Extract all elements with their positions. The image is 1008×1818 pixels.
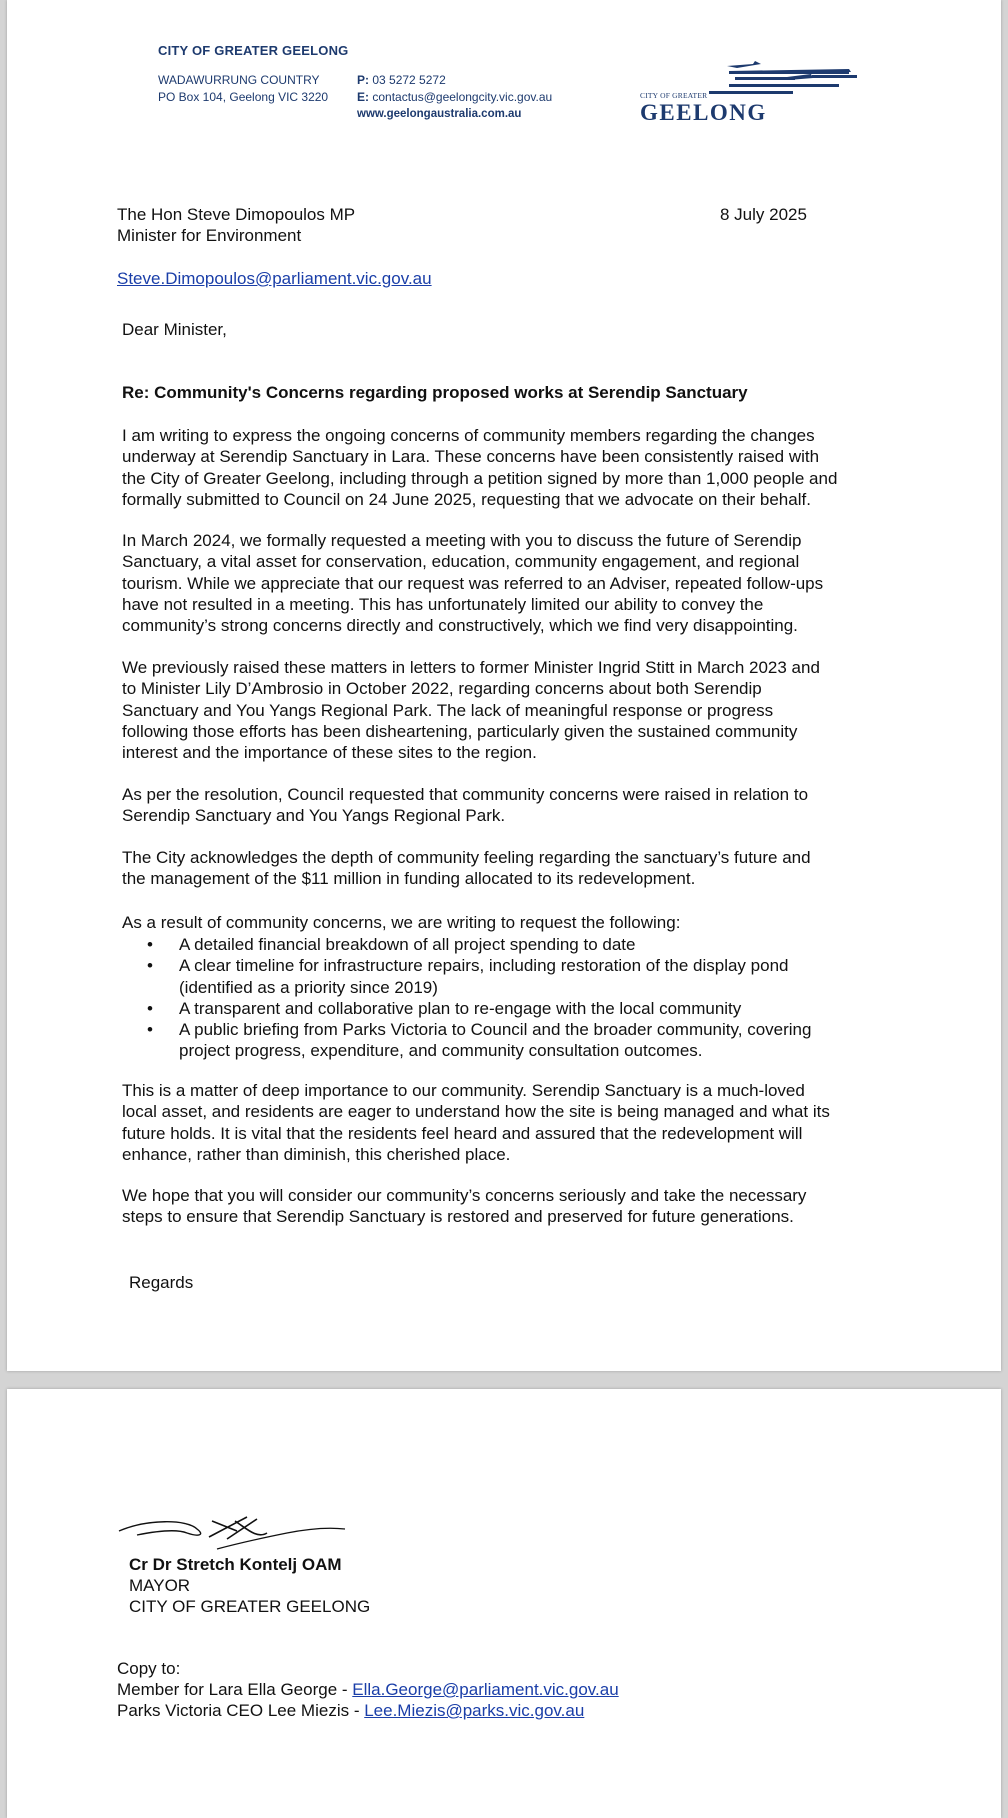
letter-date: 8 July 2025 <box>720 205 807 224</box>
paragraph-line: the City of Greater Geelong, including through a petition signed by more than 1,000 people and <box>122 468 838 488</box>
salutation: Dear Minister, <box>122 320 227 339</box>
list-item <box>147 955 811 998</box>
copy-to-entry <box>117 1700 584 1721</box>
paragraph-line: local asset, and residents are eager to understand how the site is being managed and what its <box>122 1102 830 1122</box>
paragraph-line: Sanctuary, a vital asset for conservation, education, community engagement, and regional <box>122 552 800 572</box>
closing-paragraph-1 <box>122 1080 912 1165</box>
list-item <box>147 934 811 955</box>
copy-to-entry <box>117 1679 619 1700</box>
phone-label: P: <box>357 73 369 87</box>
list-item-line: • A clear timeline for infrastructure repairs, including restoration of the display pond <box>179 956 789 976</box>
signatory-name: Cr Dr Stretch Kontelj OAM <box>129 1555 342 1574</box>
paragraph-line: community’s strong concerns directly and constructively, which we find very disappointing. <box>122 616 798 636</box>
paragraph-1 <box>122 425 912 510</box>
list-item-line: (identified as a priority since 2019) <box>179 977 438 997</box>
paragraph-line: This is a matter of deep importance to our community. Serendip Sanctuary is a much-loved <box>122 1081 805 1100</box>
paragraph-line: The City acknowledges the depth of community feeling regarding the sanctuary’s future and <box>122 848 811 867</box>
list-item-line: • A public briefing from Parks Victoria to Council and the broader community, covering <box>179 1020 812 1040</box>
paragraph-line: tourism. While we appreciate that our request was referred to an Adviser, repeated follow-ups <box>122 573 824 593</box>
paragraph-line: As a result of community concerns, we are writing to request the following: <box>122 913 681 932</box>
list-item <box>147 998 811 1019</box>
signatory-org: CITY OF GREATER GEELONG <box>129 1597 371 1616</box>
list-item <box>147 1019 811 1062</box>
signatory-role: MAYOR <box>129 1576 191 1595</box>
copy-to-text: Parks Victoria CEO Lee Miezis - <box>117 1701 365 1720</box>
list-item-line: project progress, expenditure, and community consultation outcomes. <box>179 1041 703 1061</box>
paragraph-line: We hope that you will consider our community’s concerns seriously and take the necessary <box>122 1186 807 1205</box>
paragraph-5 <box>122 847 912 890</box>
signoff: Regards <box>129 1273 194 1292</box>
request-list <box>147 934 811 1062</box>
recipient-title: Minister for Environment <box>117 226 302 245</box>
paragraph-line: have not resulted in a meeting. This has unfortunately limited our ability to convey the <box>122 594 764 614</box>
paragraph-4 <box>122 784 912 827</box>
paragraph-line: future holds. It is vital that the residents feel heard and assured that the redevelopment will <box>122 1123 803 1143</box>
logo-big-text: GEELONG <box>640 100 767 125</box>
recipient-email-link[interactable]: Steve.Dimopoulos@parliament.vic.gov.au <box>117 269 432 288</box>
logo-small-text: CITY OF GREATER <box>640 91 708 100</box>
letterhead-phone: 03 5272 5272 <box>372 73 446 87</box>
email-label: E: <box>357 90 369 104</box>
paragraph-line: Serendip Sanctuary and You Yangs Regional Park. <box>122 806 506 826</box>
letterhead-country: WADAWURRUNG COUNTRY <box>158 73 320 87</box>
paragraph-line: following those efforts has been disheartening, particularly given the sustained community <box>122 721 798 741</box>
paragraph-2 <box>122 530 912 636</box>
copy-to-label: Copy to: <box>117 1659 181 1678</box>
copy-to-text: Member for Lara Ella George - <box>117 1680 353 1699</box>
paragraph-line: underway at Serendip Sanctuary in Lara. These concerns have been consistently raised with <box>122 447 820 467</box>
paragraph-line: interest and the importance of these sites to the region. <box>122 743 537 763</box>
paragraph-line: In March 2024, we formally requested a meeting with you to discuss the future of Serendip <box>122 531 802 550</box>
paragraph-line: enhance, rather than diminish, this cherished place. <box>122 1144 511 1164</box>
list-item-line: • A transparent and collaborative plan to re-engage with the local community <box>179 998 742 1018</box>
letterhead-contacts <box>357 72 552 123</box>
paragraph-line: Sanctuary and You Yangs Regional Park. The lack of meaningful response or progress <box>122 700 774 720</box>
letter-subject: Re: Community's Concerns regarding proposed works at Serendip Sanctuary <box>122 383 748 402</box>
letterhead-address <box>158 72 328 106</box>
list-item-line: • A detailed financial breakdown of all project spending to date <box>179 935 636 954</box>
paragraph-line: to Minister Lily D’Ambrosio in October 2022, regarding concerns about both Serendip <box>122 679 762 699</box>
paragraph-6 <box>122 912 912 933</box>
letterhead-org: CITY OF GREATER GEELONG <box>158 43 349 58</box>
paragraph-line: We previously raised these matters in letters to former Minister Ingrid Stitt in March 2023 and <box>122 658 820 677</box>
paragraph-line: steps to ensure that Serendip Sanctuary is restored and preserved for future generations. <box>122 1207 794 1227</box>
signature-icon <box>117 1509 347 1559</box>
letterhead-po-box: PO Box 104, Geelong VIC 3220 <box>158 90 329 104</box>
paragraph-line: As per the resolution, Council requested that community concerns were raised in relation to <box>122 785 809 804</box>
recipient-name: The Hon Steve Dimopoulos MP <box>117 205 356 224</box>
paragraph-line: I am writing to express the ongoing concerns of community members regarding the changes <box>122 426 815 445</box>
letter-page-1 <box>7 0 1001 1371</box>
copy-to-email-link[interactable]: Ella.George@parliament.vic.gov.au <box>352 1680 619 1699</box>
letter-page-2 <box>7 1389 1001 1818</box>
paragraph-3 <box>122 657 912 763</box>
closing-paragraph-2 <box>122 1185 912 1228</box>
letterhead-email: contactus@geelongcity.vic.gov.au <box>372 90 553 104</box>
paragraph-line: the management of the $11 million in funding allocated to its redevelopment. <box>122 869 696 889</box>
letterhead-website: www.geelongaustralia.com.au <box>357 108 522 120</box>
paragraph-line: formally submitted to Council on 24 June 2025, requesting that we advocate on their behalf. <box>122 489 811 509</box>
copy-to-email-link[interactable]: Lee.Miezis@parks.vic.gov.au <box>364 1701 585 1720</box>
